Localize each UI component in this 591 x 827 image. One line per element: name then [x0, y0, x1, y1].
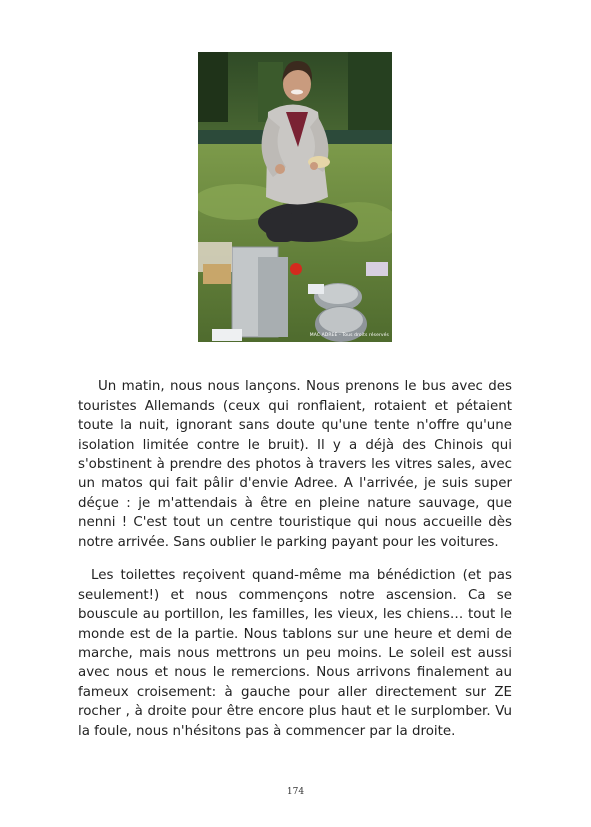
photo-image	[198, 52, 392, 342]
photo-credit: MAC ADREE - Tous droits réservés	[309, 333, 389, 338]
paragraph-2: Les toilettes reçoivent quand-même ma bénédiction (et pas seulement!) et nous commençons notre ascension. Ca se bouscule au portillon, les familles, les vieux, les chiens… tout le monde est de la partie. Nous tablons sur une heure et demi de marche, mais nous mettrons un peu moins. Le soleil est aussi avec nous et nous le remercions. Nous arrivons finalement au fameux croisement: à gauche pour aller directement sur ZE rocher , à droite pour être encore plus haut et le surplomber. Vu la foule, nous n'hésitons pas à commencer par la droite.	[78, 568, 512, 739]
camp-photo	[198, 52, 392, 342]
page-number: 174	[286, 787, 305, 797]
paragraph-1: Un matin, nous nous lançons. Nous prenons le bus avec des touristes Allemands (ceux qui ronflaient, rotaient et pétaient toute la nuit, ignorant sans doute qu'une tente n'offre qu'une isolation limitée contre le bruit). Il y a déjà des Chinois qui s'obstinent à prendre des photos à travers les vitres sales, avec un matos qui fait pâlir d'envie Adree. A l'arrivée, je suis super déçue : je m'attendais à être en pleine nature sauvage, que nenni ! C'est tout un centre touristique qui nous accueille dès notre arrivée. Sans oublier le parking payant pour les voitures.	[78, 379, 512, 550]
